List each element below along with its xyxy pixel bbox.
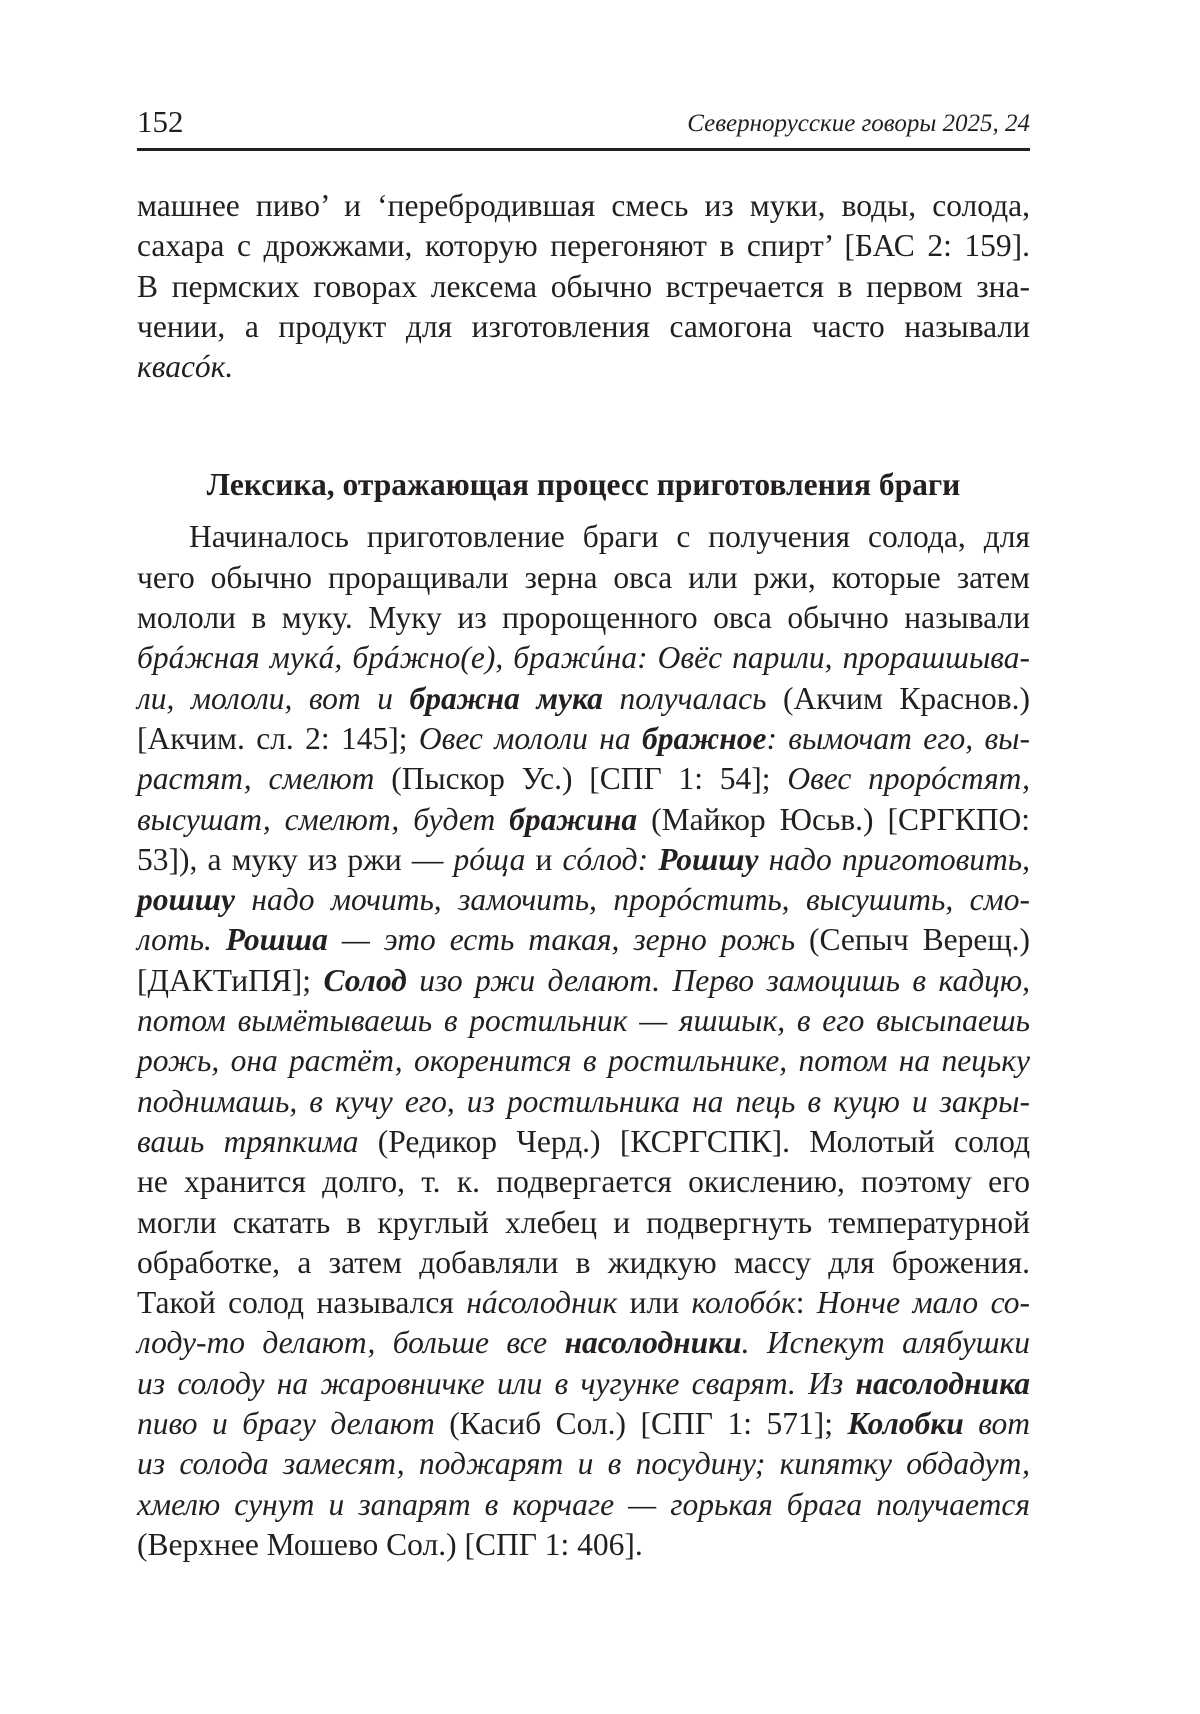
text-line: обработке, а затем добавляли в жидкую массу для брожения. xyxy=(137,1244,1030,1280)
text-line xyxy=(137,800,1030,840)
source-ref: (Акчим Краснов.) xyxy=(766,680,1030,716)
example-text: высушат, смелют, будет xyxy=(137,801,510,837)
headword: бражное xyxy=(642,720,767,756)
plain-text: 53]), а муку из ржи — xyxy=(137,841,454,877)
example-text: изо ржи делают. Перво замоцишь в кадцю, xyxy=(406,962,1030,998)
headword: Солод xyxy=(323,962,407,998)
headword: бражна мука xyxy=(409,680,603,716)
journal-title: Севернорусские говоры 2025, 24 xyxy=(687,110,1030,137)
text-line: сахара с дрожжами, которую перегоняют в спирт’ [БАС 2: 159]. xyxy=(137,228,1030,264)
example-text: ли, мололи, вот и xyxy=(137,680,410,716)
headword: Рошшу xyxy=(658,841,759,877)
example-text: пиво и брагу делают xyxy=(137,1406,435,1442)
headword: Колобки xyxy=(847,1406,964,1442)
example-text: рожь, она растёт, окоренится в ростильнике, потом на пецьку xyxy=(137,1043,1030,1079)
section-paragraph xyxy=(137,517,1030,1565)
text-line xyxy=(137,1485,1030,1525)
example-text: Овес прорóстят, xyxy=(787,761,1031,797)
text-line xyxy=(137,1082,1030,1122)
source-ref: (Пыскор Ус.) [СПГ 1: 54]; xyxy=(374,761,788,797)
example-text: потом вымётываешь в ростильник — яшшык, в его высыпаешь xyxy=(137,1003,1030,1039)
text-line xyxy=(137,638,1030,678)
text-line: (Верхнее Мошево Сол.) [СПГ 1: 406]. xyxy=(137,1526,643,1562)
source-ref: (Сепыч Верещ.) xyxy=(795,922,1030,958)
plain-text: (Редикор Черд.) [КСРГСПК]. Молотый солод xyxy=(358,1123,1031,1159)
example-text: Овес мололи на xyxy=(418,720,642,756)
section-spacer xyxy=(137,387,1030,465)
example-text: вашь тряпкима xyxy=(137,1123,359,1159)
text-line xyxy=(137,1323,1030,1363)
text-line xyxy=(137,1364,1030,1404)
example-text: лоду-то делают, больше все xyxy=(137,1325,565,1361)
section-heading: Лексика, отражающая процесс приготовления браги xyxy=(206,467,961,503)
text-line xyxy=(137,1404,1030,1444)
text-line xyxy=(137,1041,1030,1081)
dialect-word: колобóк xyxy=(691,1285,796,1321)
text-line: В пермских говорах лексема обычно встречается в первом зна- xyxy=(137,268,1030,304)
text-line: не хранится долго, т. к. подвергается окислению, поэтому его xyxy=(137,1164,1030,1200)
text-line xyxy=(137,840,1030,880)
text-line xyxy=(137,679,1030,719)
text-line: Начиналось приготовление браги с получения солода, для xyxy=(189,519,1030,555)
text-line xyxy=(137,1122,1030,1162)
text-line: могли скатать в круглый хлебец и подвергнуть температурной xyxy=(137,1204,1030,1240)
source-ref: [Акчим. сл. 2: 145]; xyxy=(137,720,419,756)
text-line: чении, а продукт для изготовления самогона часто называли xyxy=(137,308,1030,344)
page-body xyxy=(137,186,1030,1565)
text-line: мололи в муку. Муку из пророщенного овса обычно называли xyxy=(137,600,1030,636)
example-text: хмелю сунут и запарят в корчаге — горькая брага получается xyxy=(137,1486,1030,1522)
text-line xyxy=(137,719,1030,759)
text-line xyxy=(137,880,1030,920)
plain-text: : xyxy=(795,1285,817,1321)
text-line xyxy=(137,347,1030,387)
dialect-word: квасóк. xyxy=(137,349,234,385)
example-text: из солода замесят, поджарят и в посудину; кипятку обдадут, xyxy=(137,1446,1030,1482)
paragraph-continuation xyxy=(137,186,1030,387)
source-ref: (Майкор Юсьв.) [СРГКПО: xyxy=(637,801,1030,837)
headword: Рошша xyxy=(225,922,328,958)
headword: рошшу xyxy=(137,882,235,918)
example-text: надо приготовить, xyxy=(758,841,1030,877)
text-line xyxy=(137,920,1030,960)
text-line: машнее пиво’ и ‘перебродившая смесь из муки, воды, солода, xyxy=(137,188,1030,223)
example-text: надо мочить, замочить, прорóстить, высушить, смо- xyxy=(234,882,1030,918)
text-line xyxy=(137,1444,1030,1484)
text-line xyxy=(137,1001,1030,1041)
example-text: Нонче мало со- xyxy=(816,1285,1030,1321)
example-text: лоть. xyxy=(137,922,226,958)
plain-text: или xyxy=(617,1285,692,1321)
page-number: 152 xyxy=(137,104,184,139)
example-text: получалась xyxy=(602,680,767,716)
running-header xyxy=(137,100,1030,151)
headword: насолодника xyxy=(855,1365,1030,1401)
dialect-word: рóща xyxy=(453,841,526,877)
text-line: чего обычно проращивали зерна овса или ржи, которые затем xyxy=(137,559,1030,595)
example-text: вот xyxy=(963,1406,1030,1442)
dialect-word: нáсолодник xyxy=(466,1285,618,1321)
plain-text: и xyxy=(525,841,563,877)
example-text: — это есть такая, зерно рожь xyxy=(327,922,796,958)
headword: насолодники xyxy=(564,1325,742,1361)
source-ref: [ДАКТиПЯ]; xyxy=(137,962,324,998)
dialect-word: сóлод: xyxy=(562,841,659,877)
example-text: растят, смелют xyxy=(137,761,375,797)
example-text: . Испекут алябушки xyxy=(741,1325,1030,1361)
example-text: из солоду на жаровничке или в чугунке сварят. Из xyxy=(137,1365,856,1401)
text-line xyxy=(137,961,1030,1001)
example-text: : вымочат его, вы- xyxy=(766,720,1031,756)
plain-text: Такой солод назывался xyxy=(137,1285,467,1321)
text-line xyxy=(137,1283,1030,1323)
source-ref: (Касиб Сол.) [СПГ 1: 571]; xyxy=(434,1406,848,1442)
headword: бражина xyxy=(509,801,638,837)
text-line xyxy=(137,759,1030,799)
example-text: брáжная мукá, брáжно(е), бражúна: Овёс парили, прорашшыва- xyxy=(137,640,1030,676)
example-text: поднимашь, в кучу его, из ростильника на пець в куцю и закры- xyxy=(137,1083,1030,1119)
